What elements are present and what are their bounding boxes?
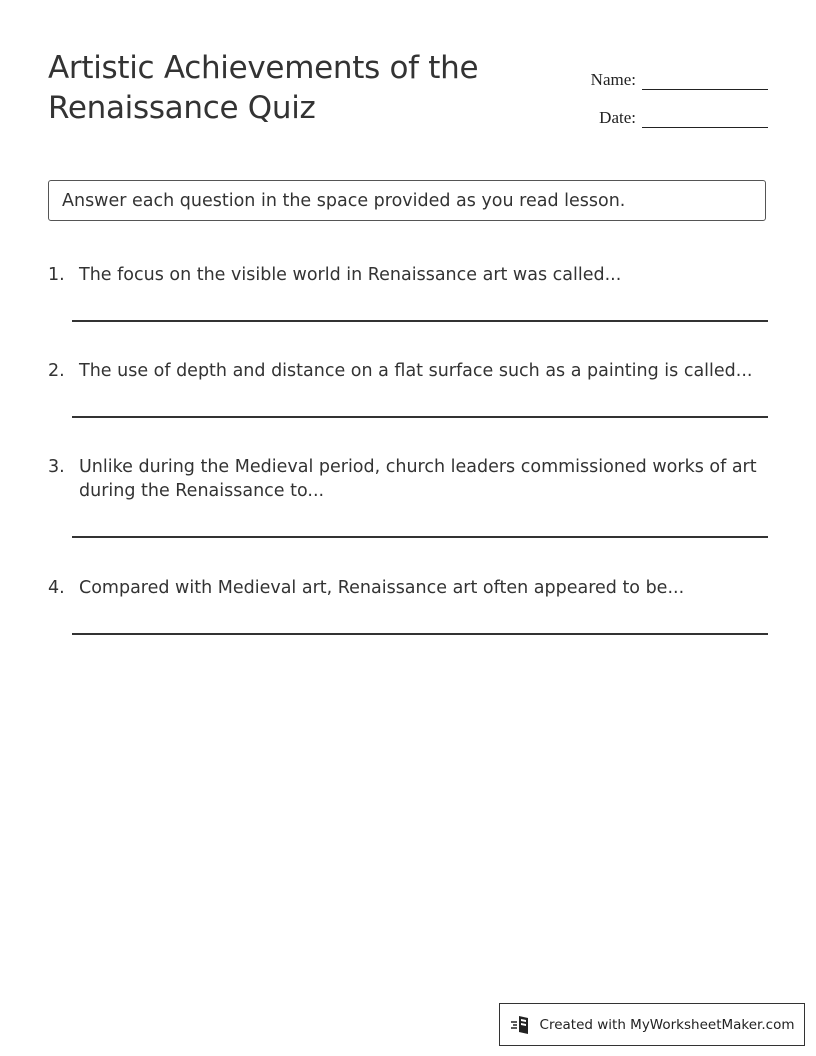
answer-line-2[interactable] [72,383,768,418]
question-number: 1. [48,265,65,285]
name-date-block [568,52,768,128]
instructions-text: Answer each question in the space provided as you read lesson. [62,190,626,211]
question-3 [48,455,768,538]
question-number: 4. [48,578,65,598]
footer-badge[interactable] [499,1003,805,1046]
question-text: Compared with Medieval art, Renaissance art often appeared to be... [79,578,685,598]
answer-line-1[interactable] [72,287,768,322]
question-text: The focus on the visible world in Renaissance art was called... [79,265,622,285]
date-row [568,90,768,128]
name-line[interactable] [642,65,768,90]
page-title: Artistic Achievements of the Renaissance Quiz [48,50,479,126]
answer-line-4[interactable] [72,600,768,635]
worksheet-maker-logo-icon [510,1014,534,1036]
date-line[interactable] [642,103,768,128]
question-text: Unlike during the Medieval period, church leaders commissioned works of art during the Renaissance to... [79,457,757,501]
question-4 [48,576,768,635]
name-row [568,52,768,90]
question-text: The use of depth and distance on a flat surface such as a painting is called... [79,361,753,381]
instructions-box [48,180,766,221]
answer-line-3[interactable] [72,503,768,538]
date-label: Date: [599,108,636,127]
question-1 [48,263,768,322]
footer-text: Created with MyWorksheetMaker.com [539,1016,795,1033]
question-2 [48,359,768,418]
name-label: Name: [590,70,636,89]
question-number: 3. [48,457,65,477]
question-number: 2. [48,361,65,381]
